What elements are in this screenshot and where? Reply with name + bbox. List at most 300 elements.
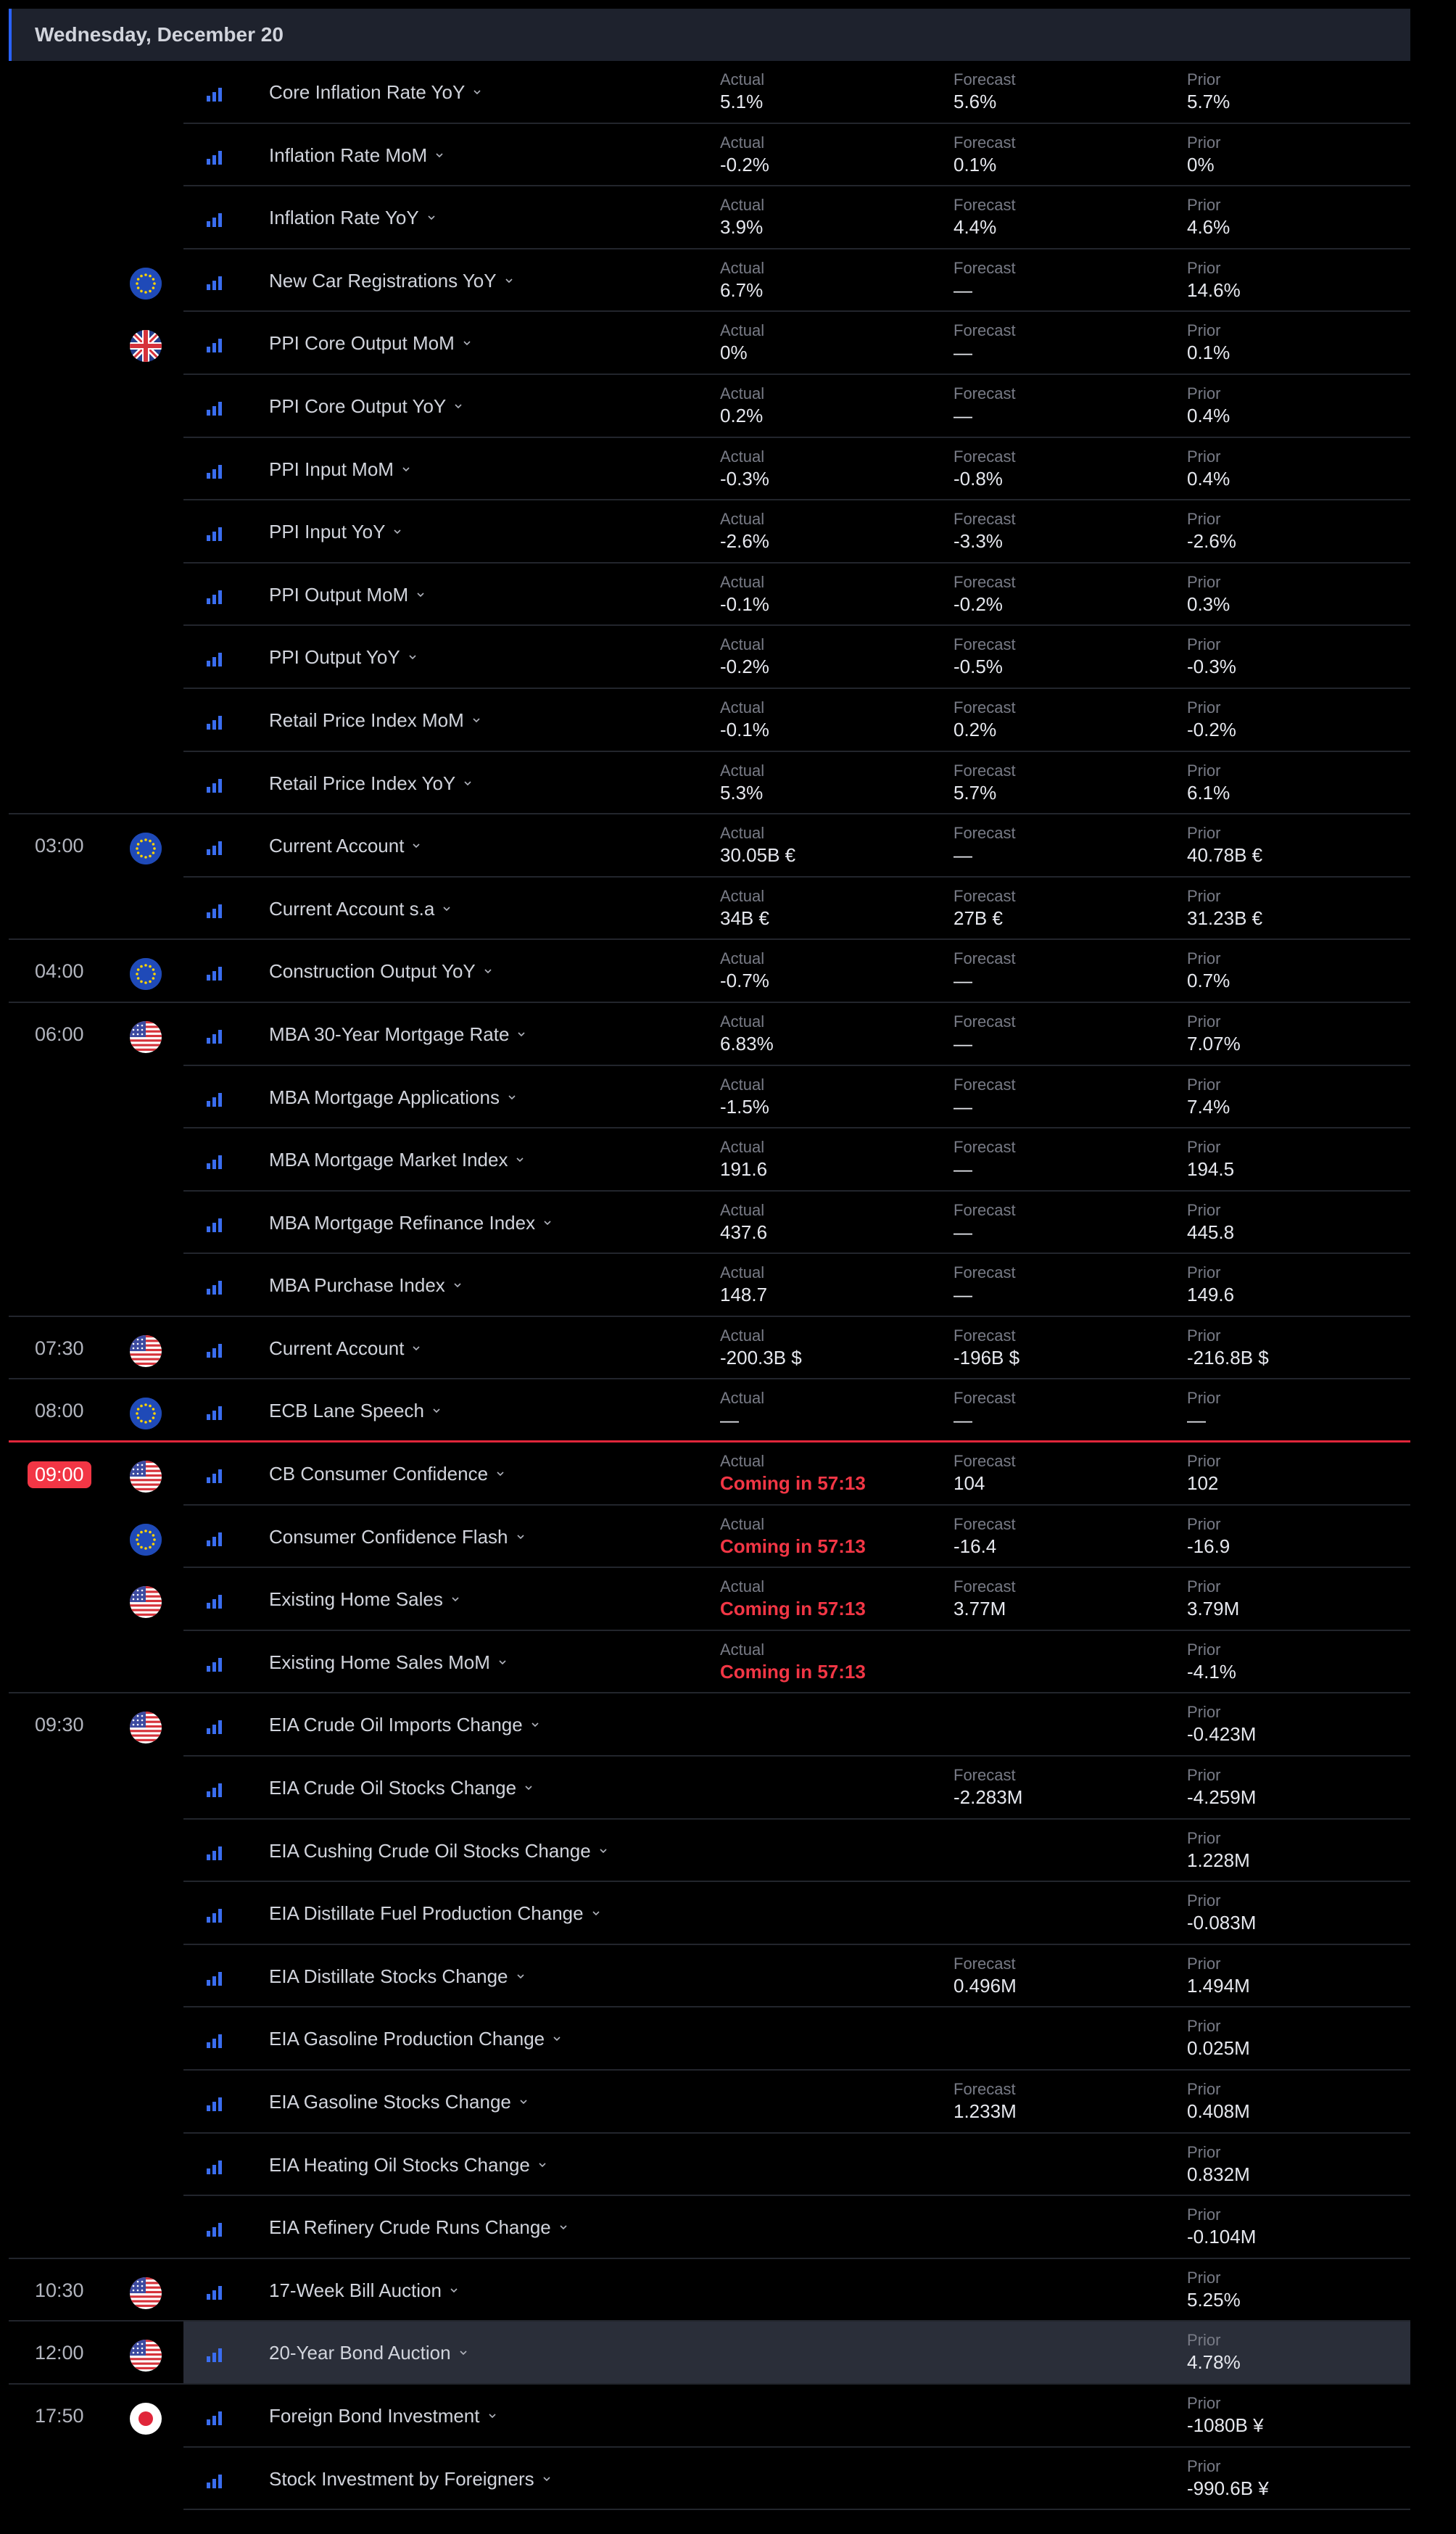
forecast-value: — [954,1409,972,1432]
importance-bars-icon [207,212,223,227]
actual-value: Coming in 57:13 [720,1472,866,1495]
event-time: 10:30 [35,2279,84,2301]
forecast-column [954,133,1016,176]
prior-label: Prior [1187,572,1221,591]
event-row[interactable] [0,814,1456,878]
prior-column [1187,2268,1241,2311]
chevron-down-icon[interactable] [433,1397,440,1404]
prior-column [1187,1012,1241,1055]
chevron-down-icon[interactable] [516,1146,524,1153]
forecast-column [954,1137,1016,1181]
chevron-down-icon[interactable] [517,1523,524,1530]
event-name[interactable] [269,2216,567,2239]
event-name[interactable] [269,584,424,606]
prior-label: Prior [1187,635,1221,654]
event-name-label: EIA Distillate Fuel Production Change [269,1902,584,1925]
event-name[interactable] [269,270,513,292]
event-time: 12:00 [35,2342,84,2364]
forecast-value: -16.4 [954,1535,997,1557]
event-name[interactable] [269,1149,524,1171]
forecast-label: Forecast [954,824,1016,843]
eu-flag-icon [130,833,162,864]
event-name[interactable] [269,835,420,857]
date-header [9,9,1410,61]
prior-column [1187,70,1230,113]
event-name[interactable] [269,1588,459,1611]
event-row[interactable] [0,61,1456,124]
forecast-label: Forecast [954,698,1016,717]
event-name[interactable] [269,772,471,795]
chevron-down-icon[interactable] [413,832,420,839]
prior-value: 194.5 [1187,1158,1235,1181]
chevron-down-icon[interactable] [394,518,401,525]
actual-label: Actual [720,258,765,277]
prior-label: Prior [1187,2080,1221,2098]
forecast-value: — [954,970,972,992]
actual-label: Actual [720,824,765,843]
event-name-label: EIA Heating Oil Stocks Change [269,2153,530,2176]
actual-value: 0% [720,342,748,364]
actual-column [720,321,764,364]
chevron-down-icon[interactable] [497,1460,504,1467]
event-name-label: PPI Input YoY [269,521,386,543]
chevron-down-icon[interactable] [505,267,513,274]
prior-column [1187,258,1241,302]
chevron-down-icon[interactable] [455,392,462,400]
event-row[interactable] [0,1882,1456,1945]
forecast-label: Forecast [954,1766,1016,1785]
prior-value: 40.78B € [1187,844,1263,867]
importance-bars-icon [207,841,223,855]
importance-bars-icon [207,2474,223,2488]
actual-label: Actual [720,761,765,780]
event-name[interactable] [269,81,481,104]
event-time: 17:50 [35,2404,84,2427]
forecast-column [954,321,1016,364]
importance-bars-icon [207,715,223,730]
actual-column [720,698,769,741]
forecast-value: — [954,844,972,867]
actual-label: Actual [720,698,765,717]
chevron-down-icon[interactable] [473,78,481,86]
chevron-down-icon[interactable] [463,329,471,337]
actual-value: -200.3B $ [720,1346,802,1369]
event-name[interactable] [269,1400,440,1422]
event-name[interactable] [269,2279,458,2302]
event-name-label: PPI Output YoY [269,646,400,669]
event-row[interactable] [0,1379,1456,1443]
importance-bars-icon [207,778,223,793]
forecast-column [954,1577,1016,1620]
prior-label: Prior [1187,824,1221,843]
event-name-label: MBA Mortgage Applications [269,1086,500,1108]
prior-column [1187,2079,1250,2123]
actual-value: 0.2% [720,404,764,426]
chevron-down-icon[interactable] [560,2213,567,2221]
event-row[interactable] [0,1506,1456,1569]
event-row[interactable] [0,1317,1456,1380]
actual-value: 6.7% [720,278,764,301]
actual-label: Actual [720,1263,765,1282]
event-name[interactable] [269,2154,546,2176]
event-name[interactable] [269,2405,496,2427]
event-name[interactable] [269,144,443,167]
prior-label: Prior [1187,2142,1221,2161]
importance-bars-icon [207,276,223,290]
actual-label: Actual [720,447,765,466]
forecast-label: Forecast [954,1138,1016,1157]
chevron-down-icon[interactable] [409,643,416,651]
chevron-down-icon[interactable] [460,2339,467,2346]
prior-label: Prior [1187,2268,1221,2287]
prior-value: 4.78% [1187,2351,1241,2374]
importance-bars-icon [207,2222,223,2237]
prior-label: Prior [1187,1389,1221,1408]
importance-bars-icon [207,1218,223,1232]
event-row[interactable] [0,1443,1456,1506]
event-row[interactable] [0,2385,1456,2448]
prior-column [1187,886,1262,930]
actual-column [720,572,769,616]
event-time: 07:30 [35,1337,84,1359]
event-name[interactable] [269,1714,539,1736]
prior-label: Prior [1187,1138,1221,1157]
event-time: 04:00 [35,960,84,983]
actual-label: Actual [720,196,765,215]
event-row[interactable] [0,1254,1456,1317]
event-name[interactable] [269,2091,527,2113]
chevron-down-icon[interactable] [428,204,435,211]
prior-column [1187,2330,1241,2374]
event-row[interactable] [0,564,1456,627]
event-row[interactable] [0,1693,1456,1757]
prior-column [1187,698,1236,741]
event-row[interactable] [0,249,1456,313]
actual-column [720,447,769,490]
prior-label: Prior [1187,196,1221,215]
forecast-label: Forecast [954,635,1016,654]
event-row[interactable] [0,1631,1456,1694]
event-name[interactable] [269,1777,532,1799]
prior-column [1187,509,1236,553]
forecast-column [954,258,1016,302]
prior-label: Prior [1187,2456,1221,2475]
actual-column [720,1263,767,1306]
prior-value: 0.1% [1187,342,1230,364]
forecast-column [954,635,1016,678]
chevron-down-icon[interactable] [517,1963,524,1970]
event-name[interactable] [269,1840,607,1862]
event-row[interactable] [0,2259,1456,2322]
importance-bars-icon [207,1783,223,1797]
prior-value: 0.4% [1187,404,1230,426]
chevron-down-icon[interactable] [436,141,443,149]
forecast-label: Forecast [954,1263,1016,1282]
us-flag-icon [130,1461,162,1493]
event-name-label: Existing Home Sales MoM [269,1651,490,1673]
chevron-down-icon[interactable] [473,706,480,714]
prior-label: Prior [1187,1703,1221,1722]
actual-label: Actual [720,1326,765,1345]
forecast-column [954,698,1016,741]
economic-calendar-list [0,61,1456,2510]
event-row[interactable] [0,1066,1456,1129]
event-row[interactable] [0,878,1456,941]
chevron-down-icon[interactable] [600,1837,607,1844]
forecast-column [954,70,1016,113]
event-row[interactable] [0,1568,1456,1631]
importance-bars-icon [207,1092,223,1107]
importance-bars-icon [207,966,223,981]
prior-column [1187,1263,1234,1306]
importance-bars-icon [207,1720,223,1734]
actual-label: Actual [720,1200,765,1219]
prior-label: Prior [1187,447,1221,466]
actual-column [720,1012,774,1055]
event-name[interactable] [269,1023,525,1046]
event-row[interactable] [0,1757,1456,1820]
forecast-label: Forecast [954,1954,1016,1973]
chevron-down-icon[interactable] [539,2151,546,2158]
actual-column [720,1451,866,1495]
event-row[interactable] [0,375,1456,438]
event-row[interactable] [0,1945,1456,2008]
event-row[interactable] [0,1128,1456,1192]
actual-label: Actual [720,1389,765,1408]
importance-bars-icon [207,1971,223,1986]
event-name[interactable] [269,898,450,920]
prior-label: Prior [1187,1954,1221,1973]
row-divider [183,2509,1410,2510]
prior-column [1187,949,1230,992]
chevron-down-icon[interactable] [520,2088,527,2095]
event-name[interactable] [269,1337,420,1360]
chevron-down-icon[interactable] [464,769,471,777]
event-time: 09:30 [35,1714,84,1736]
importance-bars-icon [207,652,223,666]
prior-label: Prior [1187,2017,1221,2036]
event-name[interactable] [269,1274,461,1297]
event-name-label: EIA Cushing Crude Oil Stocks Change [269,1839,591,1862]
chevron-down-icon[interactable] [413,1334,420,1342]
event-name-label: EIA Refinery Crude Runs Change [269,2216,551,2239]
forecast-label: Forecast [954,2080,1016,2098]
actual-column [720,1075,769,1118]
prior-column [1187,1075,1230,1118]
chevron-down-icon[interactable] [489,2402,496,2409]
actual-value: 3.9% [720,216,764,239]
event-time: 03:00 [35,835,84,857]
event-name-label: Inflation Rate MoM [269,144,428,166]
us-flag-icon [130,1712,162,1743]
event-name-label: PPI Output MoM [269,583,409,606]
actual-label: Actual [720,1138,765,1157]
actual-column [720,384,764,427]
prior-value: 4.6% [1187,216,1230,239]
prior-value: -0.083M [1187,1912,1257,1934]
chevron-down-icon[interactable] [450,2277,458,2284]
event-row[interactable] [0,312,1456,375]
actual-column [720,823,795,867]
prior-column [1187,447,1230,490]
prior-value: 0.408M [1187,2100,1250,2122]
event-name[interactable] [269,709,480,732]
chevron-down-icon[interactable] [525,1774,532,1781]
forecast-column [954,1075,1016,1118]
chevron-down-icon[interactable] [402,455,410,463]
importance-bars-icon [207,1343,223,1358]
event-row[interactable] [0,500,1456,564]
us-flag-icon [130,1586,162,1618]
event-row[interactable] [0,2071,1456,2134]
actual-column [720,195,764,239]
chevron-down-icon[interactable] [454,1271,461,1279]
importance-bars-icon [207,2034,223,2048]
actual-label: Actual [720,1452,765,1471]
forecast-value: — [954,1095,972,1118]
forecast-value: 5.6% [954,91,997,112]
importance-bars-icon [207,1029,223,1044]
event-name[interactable] [269,521,401,543]
event-row[interactable] [0,1820,1456,1883]
event-name-label: Consumer Confidence Flash [269,1525,508,1548]
chevron-down-icon[interactable] [592,1899,600,1907]
forecast-value: 1.233M [954,2100,1017,2122]
forecast-value: 0.496M [954,1974,1017,1997]
event-row[interactable] [0,2134,1456,2197]
forecast-value: — [954,1284,972,1306]
forecast-label: Forecast [954,1389,1016,1408]
prior-column [1187,1137,1234,1181]
prior-value: -216.8B $ [1187,1346,1269,1369]
chevron-down-icon[interactable] [553,2025,561,2032]
actual-value: -1.5% [720,1095,769,1118]
event-row[interactable] [0,626,1456,689]
prior-column [1187,1702,1256,1746]
event-name-label: Retail Price Index YoY [269,772,456,794]
event-row[interactable] [0,2196,1456,2259]
chevron-down-icon[interactable] [452,1585,459,1593]
forecast-column [954,195,1016,239]
event-name[interactable] [269,2342,467,2364]
prior-label: Prior [1187,70,1221,88]
forecast-value: -3.3% [954,530,1003,553]
event-name[interactable] [269,458,410,481]
prior-label: Prior [1187,1514,1221,1533]
chevron-down-icon[interactable] [518,1020,525,1028]
forecast-value: 5.7% [954,781,997,804]
us-flag-icon [130,2277,162,2309]
prior-column [1187,384,1230,427]
event-name-label: CB Consumer Confidence [269,1463,489,1485]
event-name[interactable] [269,1526,524,1548]
event-row[interactable] [0,689,1456,752]
actual-value: 30.05B € [720,844,796,867]
forecast-column [954,761,1016,804]
eu-flag-icon [130,268,162,300]
prior-value: 7.07% [1187,1032,1241,1055]
event-name-label: EIA Gasoline Stocks Change [269,2091,511,2113]
prior-column [1187,1451,1220,1495]
prior-column [1187,635,1236,678]
event-name[interactable] [269,960,492,983]
event-name[interactable] [269,1651,506,1674]
forecast-value: -0.2% [954,593,1003,615]
prior-value: 5.25% [1187,2288,1241,2311]
event-row[interactable] [0,940,1456,1003]
prior-label: Prior [1187,949,1221,968]
forecast-label: Forecast [954,572,1016,591]
event-name[interactable] [269,332,471,355]
event-name-label: EIA Crude Oil Stocks Change [269,1777,517,1799]
event-row[interactable] [0,1003,1456,1066]
event-row[interactable] [0,124,1456,187]
event-name[interactable] [269,1463,504,1485]
actual-value: -0.1% [720,718,769,740]
event-name[interactable] [269,395,462,418]
chevron-down-icon[interactable] [508,1084,516,1091]
event-name-label: ECB Lane Speech [269,1400,424,1422]
chevron-down-icon[interactable] [544,1209,551,1216]
event-name[interactable] [269,2028,561,2050]
event-row[interactable] [0,2007,1456,2071]
event-name[interactable] [269,646,416,669]
prior-label: Prior [1187,2205,1221,2224]
eu-flag-icon [130,958,162,990]
event-name[interactable] [269,1212,551,1234]
prior-value: 14.6% [1187,278,1241,301]
forecast-label: Forecast [954,761,1016,780]
event-name[interactable] [269,2468,550,2490]
event-row[interactable] [0,2448,1456,2511]
event-row[interactable] [0,2322,1456,2385]
event-name-label: Retail Price Index MoM [269,709,464,731]
event-name[interactable] [269,1086,516,1109]
chevron-down-icon[interactable] [417,581,424,588]
event-name-label: Stock Investment by Foreigners [269,2467,534,2490]
actual-value: Coming in 57:13 [720,1598,866,1620]
prior-column [1187,1577,1239,1620]
actual-value: -2.6% [720,530,769,553]
prior-column [1187,761,1230,804]
actual-column [720,1388,764,1432]
prior-label: Prior [1187,1200,1221,1219]
importance-bars-icon [207,1532,223,1546]
actual-column [720,133,769,176]
eu-flag-icon [130,1398,162,1429]
event-row[interactable] [0,186,1456,249]
event-name-label: Existing Home Sales [269,1588,443,1611]
prior-label: Prior [1187,384,1221,403]
chevron-down-icon[interactable] [543,2465,550,2472]
chevron-down-icon[interactable] [499,1648,506,1656]
actual-value: — [720,1409,739,1432]
event-row[interactable] [0,438,1456,501]
prior-label: Prior [1187,2393,1221,2412]
chevron-down-icon[interactable] [443,895,450,902]
chevron-down-icon[interactable] [531,1711,539,1718]
event-name[interactable] [269,207,435,229]
event-row[interactable] [0,1192,1456,1255]
actual-value: -0.3% [720,467,769,490]
event-name[interactable] [269,1902,600,1925]
event-row[interactable] [0,752,1456,815]
actual-label: Actual [720,635,765,654]
importance-bars-icon [207,1846,223,1860]
chevron-down-icon[interactable] [484,957,492,965]
prior-column [1187,572,1230,616]
event-name[interactable] [269,1965,524,1988]
